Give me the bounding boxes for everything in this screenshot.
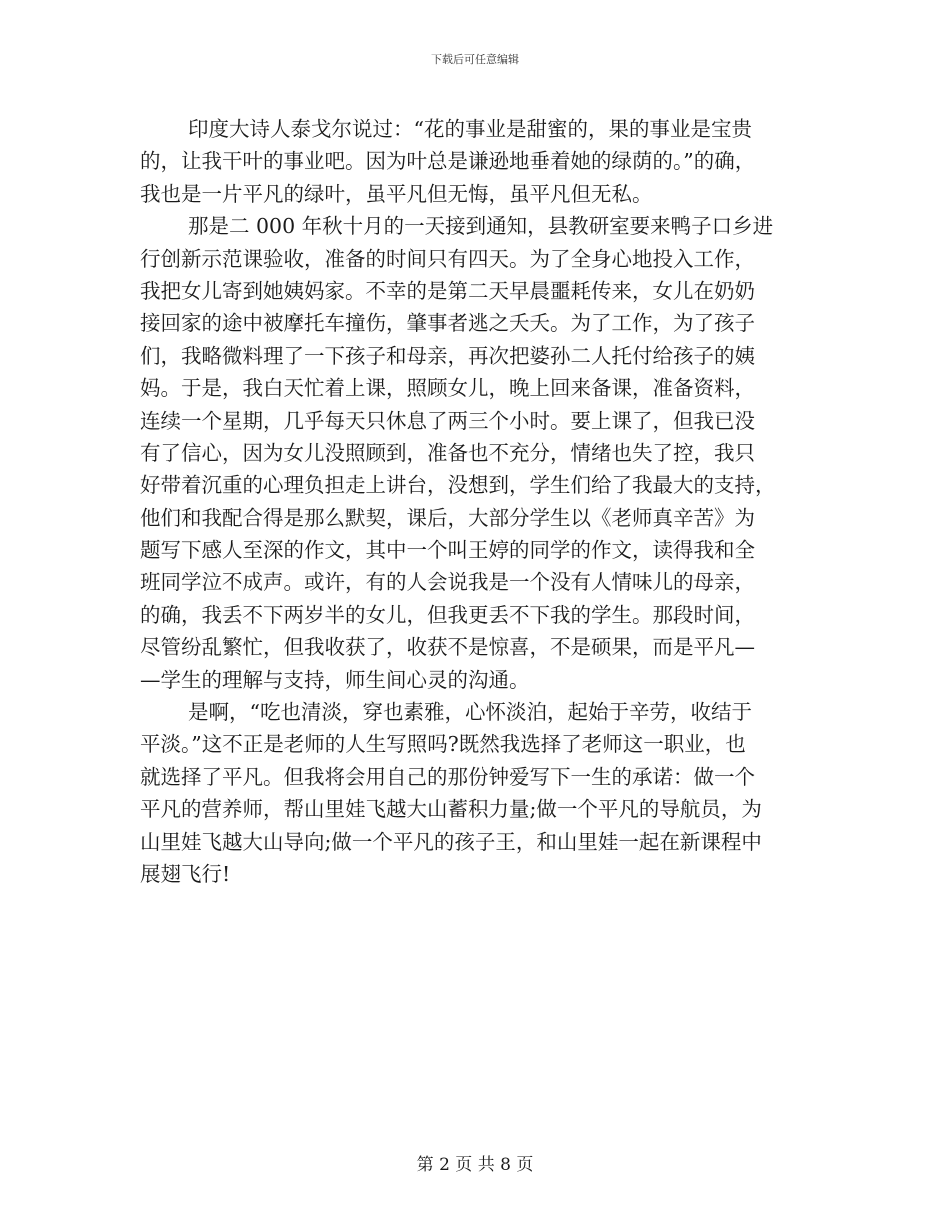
text-line: 的，让我干叶的事业吧。因为叶总是谦逊地垂着她的绿荫的。”的确， xyxy=(140,149,756,174)
text-line: 有了信心，因为女儿没照顾到，准备也不充分，情绪也失了控，我只 xyxy=(140,440,755,465)
paragraph-3 xyxy=(140,696,812,890)
document-body xyxy=(140,113,812,890)
paragraph-1 xyxy=(140,113,812,210)
text-line: 平淡。”这不正是老师的人生写照吗?既然我选择了老师这一职业，也 xyxy=(140,732,746,757)
text-line: 妈。于是，我白天忙着上课，照顾女儿，晚上回来备课，准备资料， xyxy=(140,376,755,401)
text-line: 就选择了平凡。但我将会用自己的那份钟爱写下一生的承诺：做一个 xyxy=(140,764,755,789)
page-header-note: 下载后可任意编辑 xyxy=(431,53,519,66)
text-line: 展翅飞行! xyxy=(140,861,231,886)
text-line: 他们和我配合得是那么默契，课后，大部分学生以《老师真辛苦》为 xyxy=(140,505,755,530)
text-line: 行创新示范课验收，准备的时间只有四天。为了全身心地投入工作， xyxy=(140,246,755,271)
text-line: 那是二 000 年秋十月的一天接到通知，县教研室要来鸭子口乡进 xyxy=(188,214,774,239)
text-line: 接回家的途中被摩托车撞伤，肇事者逃之夭夭。为了工作，为了孩子 xyxy=(140,311,755,336)
text-line: 山里娃飞越大山导向;做一个平凡的孩子王，和山里娃一起在新课程中 xyxy=(140,829,762,854)
text-line: 是啊，“吃也清淡，穿也素雅，心怀淡泊，起始于辛劳，收结于 xyxy=(188,700,752,725)
text-line: 班同学泣不成声。或许，有的人会说我是一个没有人情味儿的母亲， xyxy=(140,570,755,595)
text-line: 的确，我丢不下两岁半的女儿，但我更丢不下我的学生。那段时间， xyxy=(140,602,755,627)
text-line: 题写下感人至深的作文，其中一个叫王婷的同学的作文，读得我和全 xyxy=(140,538,755,563)
paragraph-2 xyxy=(140,210,812,696)
text-line: 我也是一片平凡的绿叶，虽平凡但无悔，虽平凡但无私。 xyxy=(140,181,653,206)
text-line: 印度大诗人泰戈尔说过：“花的事业是甜蜜的，果的事业是宝贵 xyxy=(188,117,752,141)
text-line: —学生的理解与支持，师生间心灵的沟通。 xyxy=(140,667,530,692)
text-line: 我把女儿寄到她姨妈家。不幸的是第二天早晨噩耗传来，女儿在奶奶 xyxy=(140,278,755,303)
page-number: 第 2 页 共 8 页 xyxy=(416,1155,534,1175)
text-line: 们，我略微料理了一下孩子和母亲，再次把婆孙二人托付给孩子的姨 xyxy=(140,343,755,368)
text-line: 尽管纷乱繁忙，但我收获了，收获不是惊喜，不是硕果，而是平凡— xyxy=(140,635,755,660)
text-line: 平凡的营养师，帮山里娃飞越大山蓄积力量;做一个平凡的导航员，为 xyxy=(140,797,762,822)
text-line: 好带着沉重的心理负担走上讲台，没想到，学生们给了我最大的支持， xyxy=(140,473,776,498)
text-line: 连续一个星期，几乎每天只休息了两三个小时。要上课了，但我已没 xyxy=(140,408,755,433)
